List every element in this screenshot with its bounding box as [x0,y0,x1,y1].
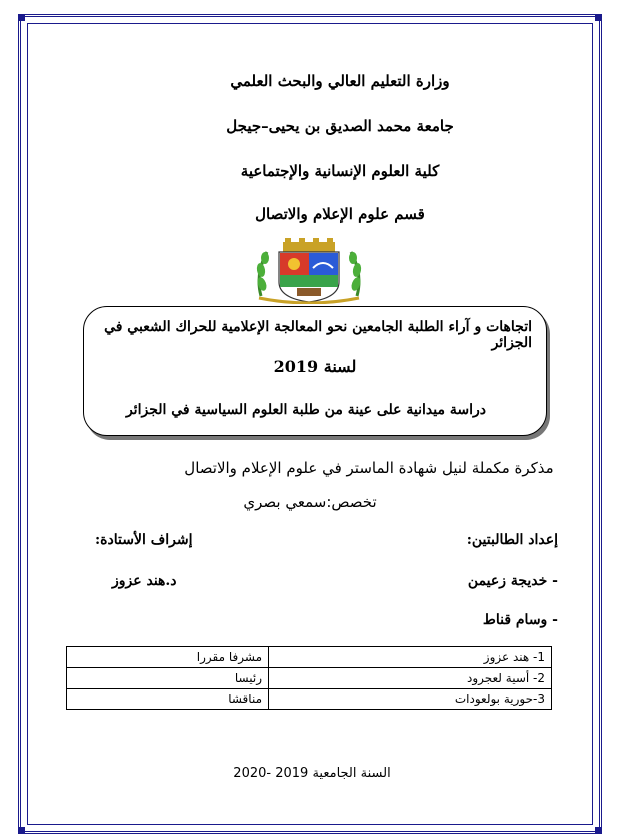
jury-member-name: 1- هند عزوز [269,647,552,668]
jury-member-role: مناقشا [67,689,269,710]
university-name: جامعة محمد الصديق بن يحيى–جيجل [226,117,454,135]
border-corner [18,827,25,834]
jury-member-name: 2- أسية لعجرود [269,668,552,689]
border-corner [595,827,602,834]
jury-table [66,646,552,710]
table-row [67,689,552,710]
table-row [67,668,552,689]
border-corner [18,14,25,21]
thesis-title: اتجاهات و آراء الطلبة الجامعين نحو المعالجة الإعلامية للحراك الشعبي في الجزائر [104,319,532,351]
ministry-name: وزارة التعليم العالي والبحث العلمي [230,72,450,90]
thesis-year: 2019 [273,357,319,376]
thesis-title-box [83,306,547,436]
student-name: - وسام قناط [482,612,558,628]
jury-member-role: مشرفا مقررا [67,647,269,668]
students-heading: إعداد الطالبتين: [466,532,558,548]
degree-statement: مذكرة مكملة لنيل شهادة الماستر في علوم الإعلام والاتصال [184,459,554,477]
border-corner [595,14,602,21]
supervisor-name: د.هند عزوز [112,573,177,589]
thesis-subtitle: دراسة ميدانية على عينة من طلبة العلوم السياسية في الجزائر [125,402,486,418]
thesis-year-line [84,357,546,376]
faculty-name: كلية العلوم الإنسانية والإجتماعية [240,162,440,180]
university-emblem [253,238,365,304]
academic-year: السنة الجامعية 2019 -2020 [233,766,391,781]
jury-member-role: رئيسا [67,668,269,689]
specialization: تخصص:سمعي بصري [243,493,377,511]
department-name: قسم علوم الإعلام والاتصال [255,205,425,223]
supervision-heading: إشراف الأستادة: [95,532,193,548]
jury-member-name: 3-حورية بولعودات [269,689,552,710]
student-name: - خديجة زعيمن [467,573,558,589]
year-prefix: لسنة [323,357,357,376]
table-row [67,647,552,668]
